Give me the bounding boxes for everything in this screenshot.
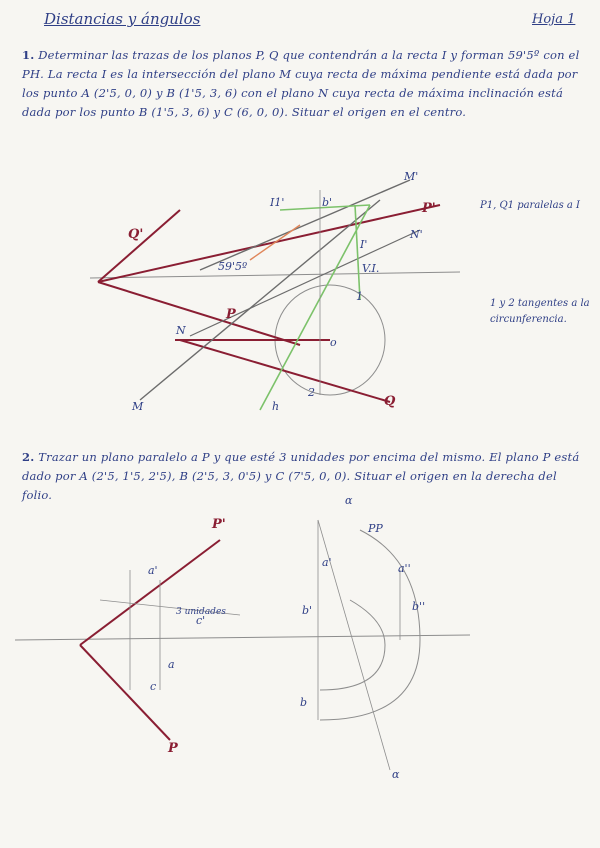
label2-a1: a' xyxy=(148,564,158,577)
label-vis: V.I. xyxy=(362,262,380,275)
label-alpha: 59'5º xyxy=(218,260,248,273)
label-n: N xyxy=(176,324,186,337)
label2-pp: PP xyxy=(368,522,383,535)
page-title: Distancias y ángulos xyxy=(44,10,201,28)
label2-a-prime: a' xyxy=(322,556,332,569)
label-b1: b' xyxy=(322,196,333,209)
label2-c1: c' xyxy=(196,614,206,627)
label-i-prime: I' xyxy=(360,238,368,251)
profile-arc xyxy=(320,530,420,720)
label-i1: I1' xyxy=(270,196,285,209)
label2-p-prime: P' xyxy=(212,517,226,532)
label-one: 1 xyxy=(356,290,363,303)
label2-a-double: a'' xyxy=(398,562,411,575)
label2-a: a xyxy=(168,658,175,671)
label2-p: P xyxy=(168,741,178,756)
trace2-p-vertical xyxy=(80,540,220,645)
exercise-2-number: 2. xyxy=(22,450,35,464)
trace2-p-horizontal xyxy=(80,645,170,740)
exercise-2-text: Trazar un plano paralelo a P y que esté 3 unidades por encima del mismo. El plano P está dado por A (2'5, 1'5, 2'5), B (2'5, 3, 0'5) y C (7'5, 0, 0). Situar el origen en la derecha del folio. xyxy=(22,450,580,502)
label2-distance: 3 unidades xyxy=(176,607,226,617)
label2-b-double: b'' xyxy=(412,600,426,613)
label-h: h xyxy=(272,400,280,413)
label-o: o xyxy=(330,336,337,349)
exercise-1-number: 1. xyxy=(22,48,35,62)
label-q-prime: Q' xyxy=(128,227,144,242)
label2-alpha-top: α xyxy=(345,494,353,507)
sheet-number: Hoja 1 xyxy=(532,12,576,27)
exercise-1-text: Determinar las trazas de los planos P, Q que contendrán a la recta I y forman 59'5º con el PH. La recta I es la intersección del plano M cuya recta de máxima pendiente está dada por los punto A (2'5, 0, 0) y B (1'5, 3, 6) con el plano N cuya recta de máxima inclinación está dada por los punto B (1'5, 3, 6) y C (6, 0, 0). Situar el origen en el centro. xyxy=(22,48,580,119)
label2-c: c xyxy=(150,680,157,693)
label-m-prime: M' xyxy=(404,170,419,183)
label2-alpha-bottom: α xyxy=(392,768,400,781)
profile-arc-inner xyxy=(320,600,385,690)
note-tangent: 1 y 2 tangentes a la circunferencia. xyxy=(490,298,590,325)
label-p-prime: P' xyxy=(422,201,436,216)
label2-b-prime: b' xyxy=(302,604,313,617)
note-parallel: P1, Q1 paralelas a I xyxy=(480,200,580,211)
label-m: M xyxy=(132,400,144,413)
ground-line-2 xyxy=(15,635,470,640)
label-n-prime: N' xyxy=(410,228,423,241)
label-two: 2 xyxy=(308,386,315,399)
label-q: Q xyxy=(384,394,396,409)
label-p: P xyxy=(226,307,236,322)
label2-b: b xyxy=(300,696,308,709)
